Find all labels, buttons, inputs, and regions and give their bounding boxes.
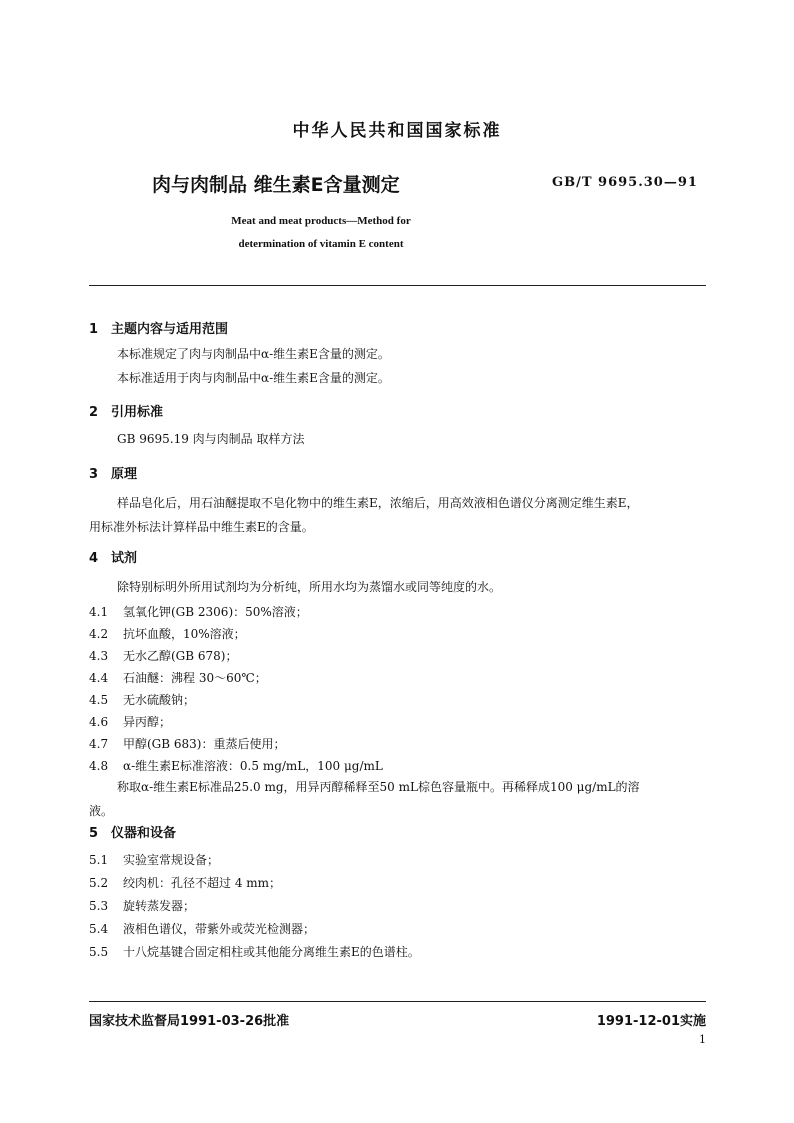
item-text: 十八烷基键合固定相柱或其他能分离维生素E的色谱柱。 bbox=[123, 945, 420, 959]
list-item bbox=[89, 874, 281, 891]
section-number: 5 bbox=[89, 826, 99, 841]
item-number: 4.5 bbox=[89, 693, 109, 707]
item-text: 甲醇(GB 683)：重蒸后使用； bbox=[123, 737, 286, 751]
section-4-note bbox=[89, 775, 706, 823]
paragraph: GB 9695.19 肉与肉制品 取样方法 bbox=[117, 432, 305, 446]
approval-info: 国家技术监督局1991-03-26批准 bbox=[89, 1014, 290, 1029]
item-number: 4.7 bbox=[89, 737, 109, 751]
section-1-body bbox=[117, 342, 390, 390]
paragraph-line: 用标准外标法计算样品中维生素E的含量。 bbox=[89, 520, 314, 534]
paragraph: 本标准规定了肉与肉制品中α-维生素E含量的测定。 bbox=[117, 347, 390, 361]
footer-divider bbox=[89, 1001, 706, 1002]
paragraph: 本标准适用于肉与肉制品中α-维生素E含量的测定。 bbox=[117, 371, 390, 385]
item-text: 氢氧化钾(GB 2306)：50%溶液； bbox=[123, 605, 308, 619]
section-number: 1 bbox=[89, 322, 99, 337]
section-4-heading bbox=[89, 547, 137, 566]
section-1-heading bbox=[89, 318, 228, 337]
list-item bbox=[89, 669, 267, 686]
list-item bbox=[89, 713, 171, 730]
national-standard-heading: 中华人民共和国国家标准 bbox=[292, 121, 502, 141]
list-item bbox=[89, 897, 195, 914]
item-text: 异丙醇； bbox=[123, 715, 172, 729]
item-number: 5.5 bbox=[89, 945, 109, 959]
list-item bbox=[89, 735, 286, 752]
item-text: 绞肉机：孔径不超过 4 mm； bbox=[123, 876, 282, 890]
item-text: α-维生素E标准溶液：0.5 mg/mL，100 μg/mL bbox=[123, 759, 383, 773]
item-number: 4.6 bbox=[89, 715, 109, 729]
item-text: 实验室常规设备； bbox=[123, 853, 220, 867]
english-title bbox=[186, 210, 456, 256]
paragraph-line: 样品皂化后，用石油醚提取不皂化物中的维生素E，浓缩后，用高效液相色谱仪分离测定维生素E， bbox=[117, 496, 639, 510]
item-number: 5.4 bbox=[89, 922, 109, 936]
section-title: 引用标准 bbox=[111, 405, 164, 420]
item-number: 5.2 bbox=[89, 876, 109, 890]
item-number: 4.3 bbox=[89, 649, 109, 663]
item-text: 无水乙醇(GB 678)； bbox=[123, 649, 238, 663]
item-text: 旋转蒸发器； bbox=[123, 899, 196, 913]
section-title: 仪器和设备 bbox=[111, 826, 177, 841]
english-title-line-1: Meat and meat products—Method for bbox=[231, 215, 411, 227]
section-title: 原理 bbox=[111, 467, 138, 482]
list-item bbox=[89, 603, 308, 620]
item-text: 无水硫酸钠； bbox=[123, 693, 196, 707]
section-2-body bbox=[117, 427, 304, 451]
item-number: 4.4 bbox=[89, 671, 109, 685]
section-title: 试剂 bbox=[111, 551, 138, 566]
page-number: 1 bbox=[699, 1033, 706, 1046]
header-divider bbox=[89, 285, 706, 286]
standard-code: GB/T 9695.30—91 bbox=[552, 175, 698, 190]
item-number: 4.8 bbox=[89, 759, 109, 773]
paragraph-line: 液。 bbox=[89, 804, 114, 818]
document-title: 肉与肉制品 维生素E含量测定 bbox=[152, 174, 400, 196]
list-item bbox=[89, 943, 420, 960]
section-4-intro: 除特别标明外所用试剂均为分析纯，所用水均为蒸馏水或同等纯度的水。 bbox=[117, 580, 502, 594]
list-item bbox=[89, 691, 195, 708]
item-text: 液相色谱仪，带紫外或荧光检测器； bbox=[123, 922, 316, 936]
paragraph-line: 称取α-维生素E标准品25.0 mg，用异丙醇稀释至50 mL棕色容量瓶中。再稀释成100 μg/mL的溶 bbox=[117, 780, 640, 794]
item-text: 石油醚：沸程 30～60℃； bbox=[123, 671, 267, 685]
section-number: 4 bbox=[89, 551, 99, 566]
item-text: 抗坏血酸，10%溶液； bbox=[123, 627, 246, 641]
list-item bbox=[89, 647, 238, 664]
list-item bbox=[89, 757, 383, 774]
list-item bbox=[89, 851, 219, 868]
section-3-body bbox=[89, 491, 706, 539]
effective-date: 1991-12-01实施 bbox=[596, 1014, 706, 1029]
section-title: 主题内容与适用范围 bbox=[111, 322, 229, 337]
english-title-line-2: determination of vitamin E content bbox=[238, 238, 404, 250]
section-number: 3 bbox=[89, 467, 99, 482]
item-number: 5.3 bbox=[89, 899, 109, 913]
section-2-heading bbox=[89, 401, 163, 420]
item-number: 4.1 bbox=[89, 605, 109, 619]
list-item bbox=[89, 920, 315, 937]
section-3-heading bbox=[89, 463, 137, 482]
list-item bbox=[89, 625, 246, 642]
item-number: 5.1 bbox=[89, 853, 109, 867]
item-number: 4.2 bbox=[89, 627, 109, 641]
section-5-heading bbox=[89, 822, 176, 841]
section-number: 2 bbox=[89, 405, 99, 420]
